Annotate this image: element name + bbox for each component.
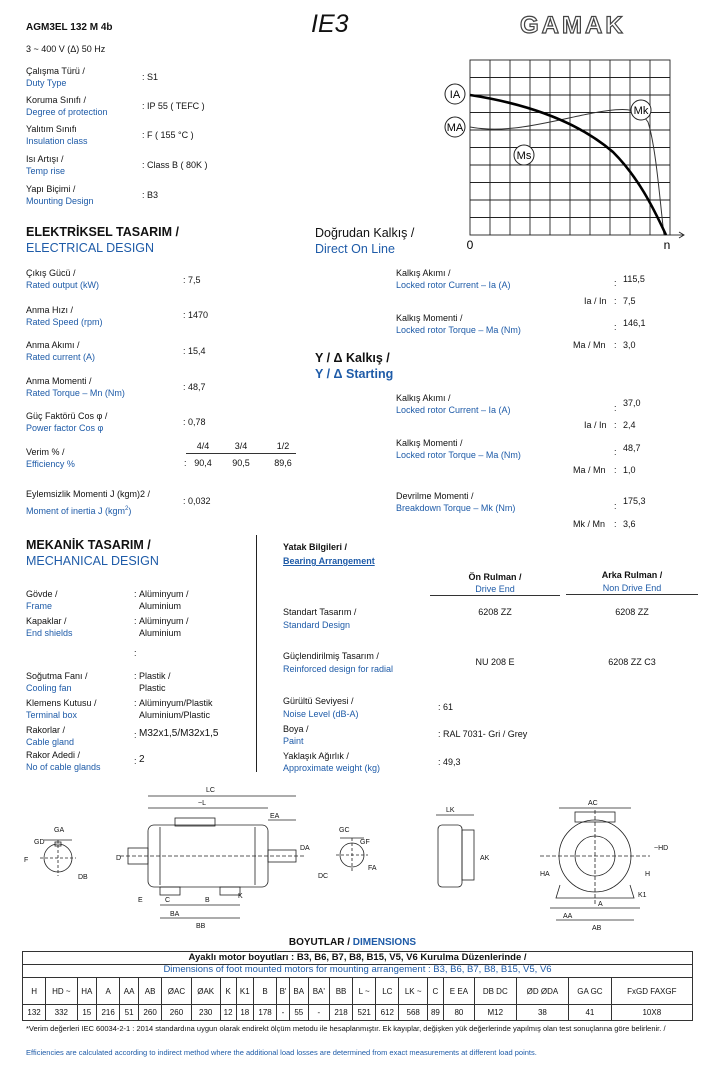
dim-value: 216 [97,1005,120,1021]
dim-value: 55 [289,1005,308,1021]
dim-label-aa: AA [563,913,573,920]
sd-current-colon: : [614,403,617,413]
curve-grid [470,60,670,235]
temp-rise-label-tr: Isı Artışı / [26,154,64,164]
dim-label-ba: BA [170,911,180,918]
cable-gland-value: M32x1,5/M32x1,5 [139,728,219,739]
dim-value: 10X8 [611,1005,692,1021]
dol-ma-mn-value: 3,0 [623,340,636,350]
efficiency-label-en: Efficiency % [26,459,75,469]
supply-voltage: 3 ~ 400 V (Δ) 50 Hz [26,44,106,54]
protection-label-tr: Koruma Sınıfı / [26,95,87,105]
ma-curve-label: MA [446,122,464,134]
dimensions-table [22,977,693,1021]
protection-value: : IP 55 ( TEFC ) [142,101,205,111]
insulation-value: : F ( 155 °C ) [142,130,194,140]
inertia-label-en-end: ) [128,506,132,516]
terminal-box-label-en: Terminal box [26,710,78,720]
sd-torque-label-tr: Kalkış Momenti / [396,438,463,448]
bearing-title-tr: Yatak Bilgileri / [283,542,348,552]
sd-torque-colon: : [614,447,617,457]
efficiency-load-three-quarter: 3/4 [234,441,248,451]
dim-label-e: E [138,897,143,904]
end-shields-label-en: End shields [26,628,73,638]
terminal-box-view [436,815,474,887]
dim-value: 521 [353,1005,376,1021]
power-factor-value: : 0,78 [183,417,206,427]
std-design-label-tr: Standart Tasarım / [283,607,357,617]
rated-output-label-tr: Çıkış Gücü / [26,268,76,278]
dim-value: 230 [191,1005,220,1021]
dimensions-title [0,937,705,948]
dol-torque-label-tr: Kalkış Momenti / [396,313,463,323]
dim-header: BA' [308,978,329,1005]
dol-current-label-en: Locked rotor Current – Ia (A) [396,280,511,290]
dim-label-f: F [24,857,29,864]
dol-current-label-tr: Kalkış Akımı / [396,268,451,278]
curve-speed-axis-label: n [663,238,671,252]
dim-label-d: D [116,855,122,862]
terminal-box-value-en: Aluminium/Plastic [139,710,211,720]
gland-count-label-tr: Rakor Adedi / [26,750,81,760]
sd-ma-mn-colon: : [614,465,617,475]
dim-label-da: DA [300,845,310,852]
cooling-fan-value-en: Plastic [139,683,166,693]
duty-label-tr: Çalışma Türü / [26,66,85,76]
dim-header: DB DC [474,978,516,1005]
efficiency-label-tr: Verim % / [26,447,65,457]
paint-label-en: Paint [283,736,304,746]
dim-label-k1: K1 [638,892,647,899]
star-delta-title-en: Y / Δ Starting [315,367,394,381]
direct-start-title-en: Direct On Line [315,242,395,256]
rated-output-label-en: Rated output (kW) [26,280,100,290]
power-factor-label-tr: Güç Faktörü Cos φ / [26,411,108,421]
dim-header: L ~ [353,978,376,1005]
front-bearing-title-en: Drive End [430,584,560,596]
dim-value: 178 [254,1005,277,1021]
efficiency-load-full: 4/4 [196,441,210,451]
dim-label-a: A [598,901,603,908]
sd-current-value: 37,0 [623,398,641,408]
dim-value: 132 [23,1005,46,1021]
efficiency-load-half: 1/2 [276,441,290,451]
reinforced-label-en: Reinforced design for radial [283,664,394,674]
dim-header: ØAK [191,978,220,1005]
end-shields-colon: : [134,616,137,626]
mk-mn-value: 3,6 [623,519,636,529]
inertia-label-tr: Eylemsizlik Momenti J (kgm)2 / [26,489,151,499]
dim-label-b: B [205,897,210,904]
reinforced-rear-bearing: 6208 ZZ C3 [608,657,656,667]
cooling-fan-colon: : [134,671,137,681]
std-design-label-en: Standard Design [283,620,351,630]
dol-torque-label-en: Locked rotor Torque – Ma (Nm) [396,325,521,335]
dim-value: 89 [427,1005,443,1021]
rated-speed-label-tr: Anma Hızı / [26,305,74,315]
dim-header: BB [329,978,352,1005]
dim-label-lc: LC [206,787,215,794]
noise-value: : 61 [438,702,454,712]
rated-current-label-tr: Anma Akımı / [26,340,80,350]
gland-count-colon: : [134,756,137,766]
dim-header: ØAC [162,978,192,1005]
front-bearing-title-tr: Ön Rulman / [468,572,522,582]
dim-value: 38 [516,1005,569,1021]
efficiency-class: IE3 [311,10,349,38]
dol-current-colon: : [614,278,617,288]
dim-value: 260 [162,1005,192,1021]
protection-label-en: Degree of protection [26,107,108,117]
motor-front-view [540,808,650,920]
inertia-label-en-text: Moment of inertia J (kgm [26,506,126,516]
mk-curve-label: Mk [633,105,649,117]
dim-header: AB [139,978,162,1005]
dim-label-fa: FA [368,865,377,872]
end-shields-label-tr: Kapaklar / [26,616,67,626]
dim-label-lk: LK [446,807,455,814]
paint-label-tr: Boya / [283,724,309,734]
dim-label-db: DB [78,874,88,881]
gland-count-value: 2 [139,754,145,765]
temp-rise-value: : Class B ( 80K ) [142,160,208,170]
dim-label-ac: AC [588,800,598,807]
mounting-value: : B3 [142,190,159,200]
end-shields-value-en: Aluminium [139,628,182,638]
dim-header: B [254,978,277,1005]
dim-label-ak: AK [480,855,490,862]
torque-speed-curve [438,52,688,252]
dim-header: AA [120,978,139,1005]
electrical-title-en: ELECTRICAL DESIGN [26,241,155,255]
sd-ia-in-label: Ia / In [584,420,607,430]
dimensions-value-row [23,1005,693,1021]
bearing-title-en: Bearing Arrangement [283,556,375,566]
ia-curve-label: IA [449,89,461,101]
dim-value: M12 [474,1005,516,1021]
reinforced-front-bearing: NU 208 E [475,657,515,667]
dimensions-line-tr: Ayaklı motor boyutları : B3, B6, B7, B8, B15, V5, V6 Kurulma Düzenlerinde / [22,951,693,965]
dimensions-line-en: Dimensions of foot mounted motors for mounting arrangement : B3, B6, B7, B8, B15, V5, V6 [22,964,693,978]
std-rear-bearing: 6208 ZZ [615,607,649,617]
dimensions-title-tr: BOYUTLAR / [288,937,350,948]
dol-ia-in-colon: : [614,296,617,306]
std-front-bearing: 6208 ZZ [478,607,512,617]
dol-ma-mn-colon: : [614,340,617,350]
inertia-value: : 0,032 [183,496,211,506]
power-factor-label-en: Power factor Cos φ [26,423,104,433]
dim-label-gc: GC [339,827,350,834]
duty-label-en: Duty Type [26,78,67,88]
dim-value: 18 [236,1005,253,1021]
dim-label-ab: AB [592,925,602,932]
rated-current-label-en: Rated current (A) [26,352,96,362]
dim-value: 332 [46,1005,77,1021]
rear-bearing-title-en: Non Drive End [566,583,698,595]
temp-rise-label-en: Temp rise [26,166,66,176]
cable-gland-label-en: Cable gland [26,737,75,747]
efficiency-value-three-quarter: 90,5 [232,458,250,468]
rated-speed-value: : 1470 [183,310,209,320]
dim-value: 41 [569,1005,611,1021]
curve-origin-label: 0 [466,238,474,252]
frame-label-en: Frame [26,601,53,611]
direct-start-title-tr: Doğrudan Kalkış / [315,226,415,240]
sd-torque-label-en: Locked rotor Torque – Ma (Nm) [396,450,521,460]
rated-current-value: : 15,4 [183,346,206,356]
gland-count-label-en: No of cable glands [26,762,101,772]
ms-curve-label: Ms [516,150,532,162]
cooling-fan-value-tr: Plastik / [139,671,171,681]
dim-value: 51 [120,1005,139,1021]
weight-value: : 49,3 [438,757,461,767]
insulation-label-en: Insulation class [26,136,88,146]
dim-label-c: C [165,897,171,904]
dim-header: B' [277,978,290,1005]
inertia-label-en [26,504,131,517]
breakdown-colon: : [614,501,617,511]
cooling-fan-label-tr: Soğutma Fanı / [26,671,88,681]
rear-bearing-title-tr: Arka Rulman / [601,570,663,580]
mounting-label-tr: Yapı Biçimi / [26,184,76,194]
footnote-tr: *Verim değerleri IEC 60034-2-1 : 2014 standardına uygun olarak endirekt ölçüm metodu ile hesaplanmıştır. Ek kayıplar, değişken yük değerlerinde yapılmış olan test sonuçlarına göre belirlenir. / [26,1024,666,1033]
shaft-end-view [40,840,76,876]
breakdown-value: 175,3 [623,496,646,506]
section-divider [256,535,257,772]
dim-label-gd: GD [34,839,45,846]
dimensions-title-en: DIMENSIONS [352,937,417,948]
dim-value: 218 [329,1005,352,1021]
dim-value: 260 [139,1005,162,1021]
dimensions-header-row [23,978,693,1005]
dim-header: A [97,978,120,1005]
dim-header: HD ~ [46,978,77,1005]
dim-value: 15 [77,1005,97,1021]
dim-header: C [427,978,443,1005]
footnote-en: Efficiencies are calculated according to indirect method where the additional load losses are determined from exact measurements at different load points. [26,1048,537,1057]
model-name: AGM3EL 132 M 4b [26,22,113,33]
dim-header: LK ~ [399,978,428,1005]
terminal-box-value-tr: Alüminyum/Plastik [139,698,213,708]
sd-ia-in-value: 2,4 [623,420,636,430]
dim-header: GA GC [569,978,611,1005]
dim-label-gf: GF [360,839,370,846]
dol-ia-in-value: 7,5 [623,296,636,306]
frame-value-tr: Alüminyum / [139,589,189,599]
rated-torque-label-en: Rated Torque – Mn (Nm) [26,388,125,398]
sd-torque-value: 48,7 [623,443,641,453]
dol-ia-in-label: Ia / In [584,296,607,306]
cooling-fan-label-en: Cooling fan [26,683,72,693]
noise-label-tr: Gürültü Seviyesi / [283,696,354,706]
dim-header: K [220,978,236,1005]
frame-label-tr: Gövde / [26,589,58,599]
frame-value-en: Aluminium [139,601,182,611]
sd-ia-in-colon: : [614,420,617,430]
terminal-box-label-tr: Klemens Kutusu / [26,698,97,708]
dim-label-bb: BB [196,923,206,930]
star-delta-title-tr: Y / Δ Kalkış / [315,351,390,365]
dim-label-ha: HA [540,871,550,878]
paint-value: : RAL 7031- Gri / Grey [438,729,528,739]
dim-header: FxGD FAXGF [611,978,692,1005]
dim-value: 568 [399,1005,428,1021]
dim-header: ØD ØDA [516,978,569,1005]
efficiency-divider [186,453,296,454]
dol-current-value: 115,5 [623,274,645,284]
dim-header: LC [376,978,399,1005]
rated-torque-value: : 48,7 [183,382,206,392]
mk-mn-colon: : [614,519,617,529]
breakdown-label-en: Breakdown Torque – Mk (Nm) [396,503,516,513]
torque-curve [470,109,664,235]
dol-torque-colon: : [614,322,617,332]
breakdown-label-tr: Devrilme Momenti / [396,491,474,501]
dim-value: 12 [220,1005,236,1021]
weight-label-en: Approximate weight (kg) [283,763,381,773]
brand-logo: GAMAK [520,12,626,39]
dim-label-h: H [645,871,651,878]
electrical-title-tr: ELEKTRİKSEL TASARIM / [26,225,180,239]
dim-value: 612 [376,1005,399,1021]
noise-label-en: Noise Level (dB-A) [283,709,359,719]
frame-colon: : [134,589,137,599]
dimension-drawings [0,780,705,935]
sd-ma-mn-label: Ma / Mn [573,465,606,475]
weight-label-tr: Yaklaşık Ağırlık / [283,751,349,761]
sd-current-label-en: Locked rotor Current – Ia (A) [396,405,511,415]
dim-header: BA [289,978,308,1005]
dim-label-ga: GA [54,827,65,834]
inertia-label-sup: 2 [125,506,129,512]
rated-speed-label-en: Rated Speed (rpm) [26,317,103,327]
dim-label-dc: DC [318,873,329,880]
dim-label-ea: EA [270,813,280,820]
insulation-label-tr: Yalıtım Sınıfı [26,124,77,134]
efficiency-value-full: 90,4 [194,458,212,468]
cable-gland-label-tr: Rakorlar / [26,725,66,735]
dim-label-k: K [238,893,243,900]
mounting-label-en: Mounting Design [26,196,94,206]
duty-value: : S1 [142,72,159,82]
cable-gland-colon: : [134,730,137,740]
rated-torque-label-tr: Anma Momenti / [26,376,92,386]
efficiency-value-half: 89,6 [274,458,292,468]
dim-header: HA [77,978,97,1005]
dim-label-hd: ~HD [654,845,669,852]
end-shields-value-tr: Alüminyum / [139,616,189,626]
sd-ma-mn-value: 1,0 [623,465,636,475]
sd-current-label-tr: Kalkış Akımı / [396,393,451,403]
dim-label-l: ~L [198,800,206,807]
efficiency-colon: : [184,458,187,468]
mechanical-title-tr: MEKANİK TASARIM / [26,538,151,552]
dim-value: - [308,1005,329,1021]
mechanical-title-en: MECHANICAL DESIGN [26,554,159,568]
dim-header: K1 [236,978,253,1005]
dim-header: E EA [443,978,474,1005]
mechanical-empty-colon: : [134,648,137,658]
mk-mn-label: Mk / Mn [573,519,606,529]
dim-value: 80 [443,1005,474,1021]
rated-output-value: : 7,5 [183,275,201,285]
dim-header: H [23,978,46,1005]
reinforced-label-tr: Güçlendirilmiş Tasarım / [283,651,379,661]
dim-value: - [277,1005,290,1021]
dol-ma-mn-label: Ma / Mn [573,340,606,350]
dol-torque-value: 146,1 [623,318,646,328]
terminal-box-colon: : [134,698,137,708]
